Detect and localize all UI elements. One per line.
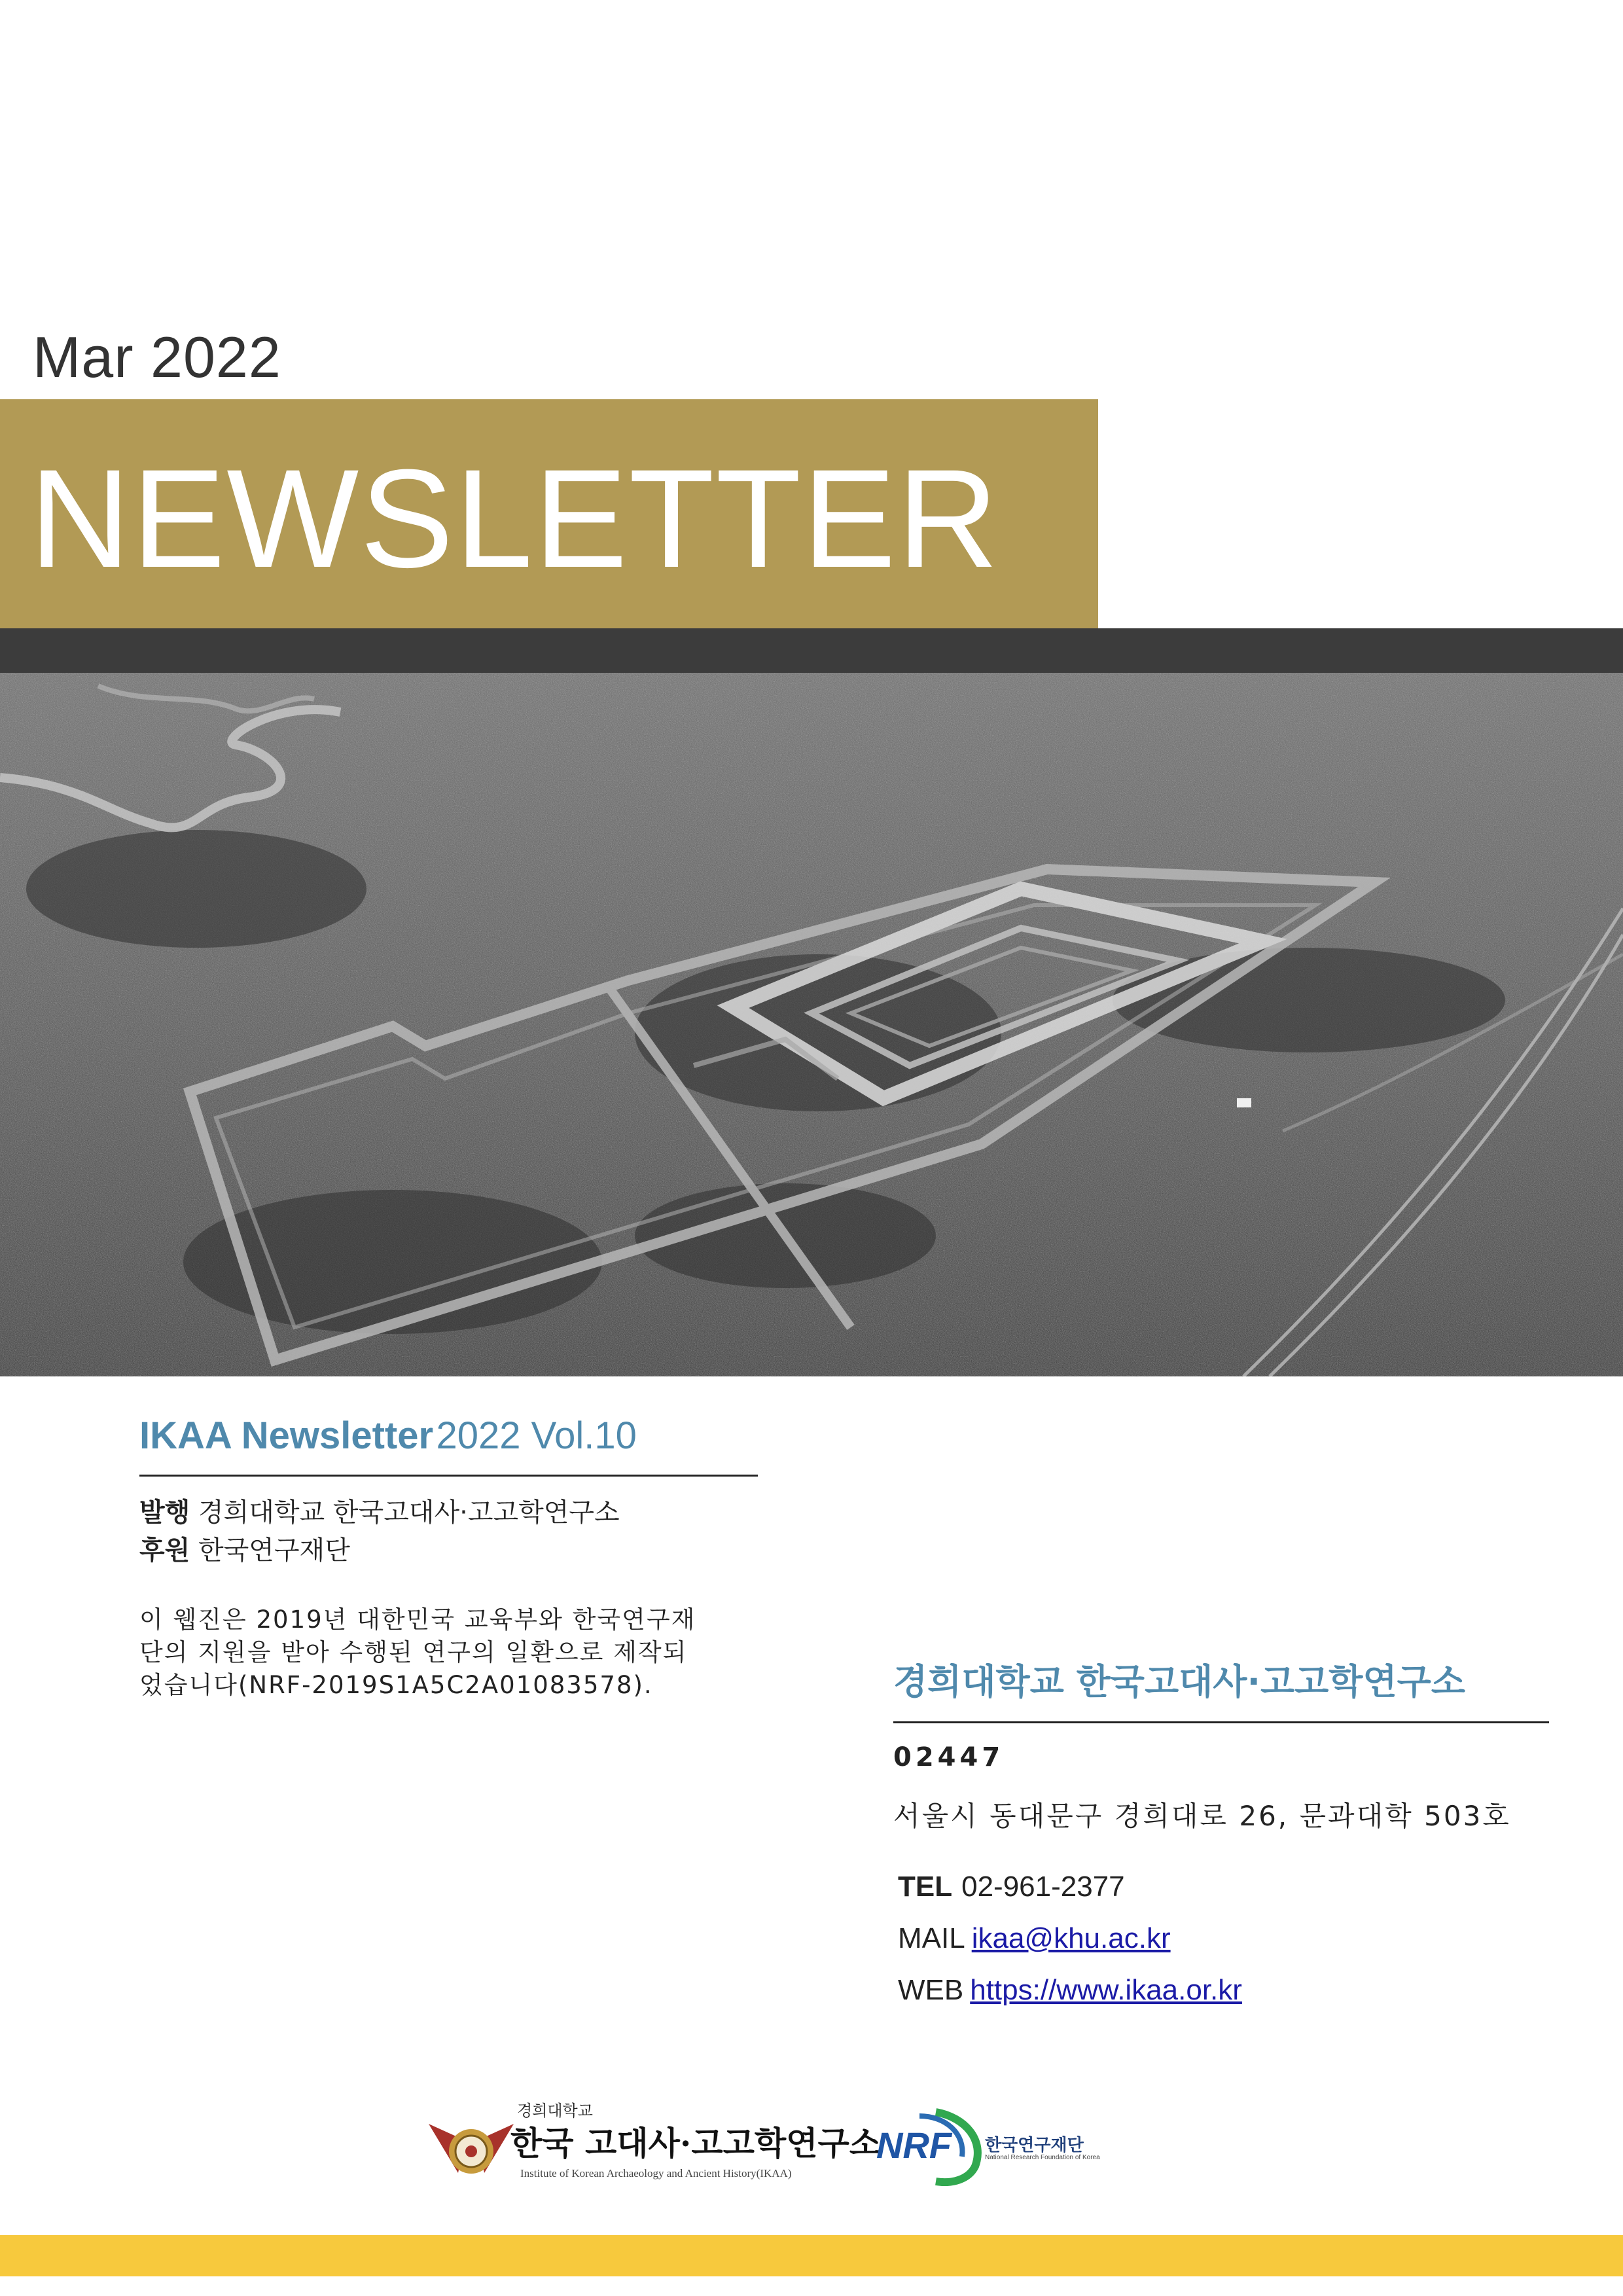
issue-date: Mar 2022 [33,325,281,389]
nrf-english-text: National Research Foundation of Korea [985,2154,1100,2161]
issued-line [139,1494,620,1531]
web-label: WEB [898,1974,964,2006]
ikaa-english-text: Institute of Korean Archaeology and Ancient History(IKAA) [520,2167,792,2179]
ikaa-main-text: 한국 고대사·고고학연구소 [510,2124,882,2162]
funding-notice [139,1604,768,1702]
mail-link[interactable]: ikaa@khu.ac.kr [971,1922,1171,1954]
heading-rule [139,1475,758,1477]
sponsor-value: 한국연구재단 [198,1535,350,1566]
postal-code: 02447 [893,1742,1005,1772]
sponsor-line [139,1532,350,1569]
newsletter-heading [139,1414,637,1458]
nrf-mark: NRF [876,2125,952,2166]
issued-label: 발행 [139,1498,190,1528]
newsletter-volume: 2022 Vol.10 [436,1414,637,1457]
notice-line: 이 웹진은 2019년 대한민국 교육부와 한국연구재 [139,1605,696,1634]
mail-line [898,1922,1171,1955]
address: 서울시 동대문구 경희대로 26, 문과대학 503호 [893,1800,1511,1832]
nrf-logo [874,2104,1103,2186]
aerial-photo [0,673,1623,1376]
web-line [898,1974,1242,2007]
sponsor-label: 후원 [139,1535,190,1566]
institute-rule [893,1721,1549,1723]
newsletter-title: NEWSLETTER [29,440,1000,597]
notice-line: 단의 지원을 받아 수행된 연구의 일환으로 제작되 [139,1638,688,1666]
tel-label: TEL [898,1871,953,1903]
ikaa-emblem-icon [425,2111,517,2183]
institute-name: 경희대학교 한국고대사·고고학연구소 [893,1661,1465,1702]
nrf-korean-text: 한국연구재단 [985,2136,1084,2155]
footer-band [0,2235,1623,2276]
ikaa-small-text: 경희대학교 [517,2102,593,2120]
title-band [0,399,1098,628]
ikaa-logo [425,2098,882,2189]
issued-value: 경희대학교 한국고대사·고고학연구소 [198,1498,620,1528]
dark-band-divider [0,628,1623,673]
tel-value: 02-961-2377 [961,1871,1125,1903]
notice-line: 었습니다(NRF-2019S1A5C2A01083578). [139,1671,653,1699]
web-link[interactable]: https://www.ikaa.or.kr [970,1974,1242,2006]
newsletter-name: IKAA Newsletter [139,1414,434,1457]
mail-label: MAIL [898,1922,965,1954]
tel-line [898,1871,1125,1903]
